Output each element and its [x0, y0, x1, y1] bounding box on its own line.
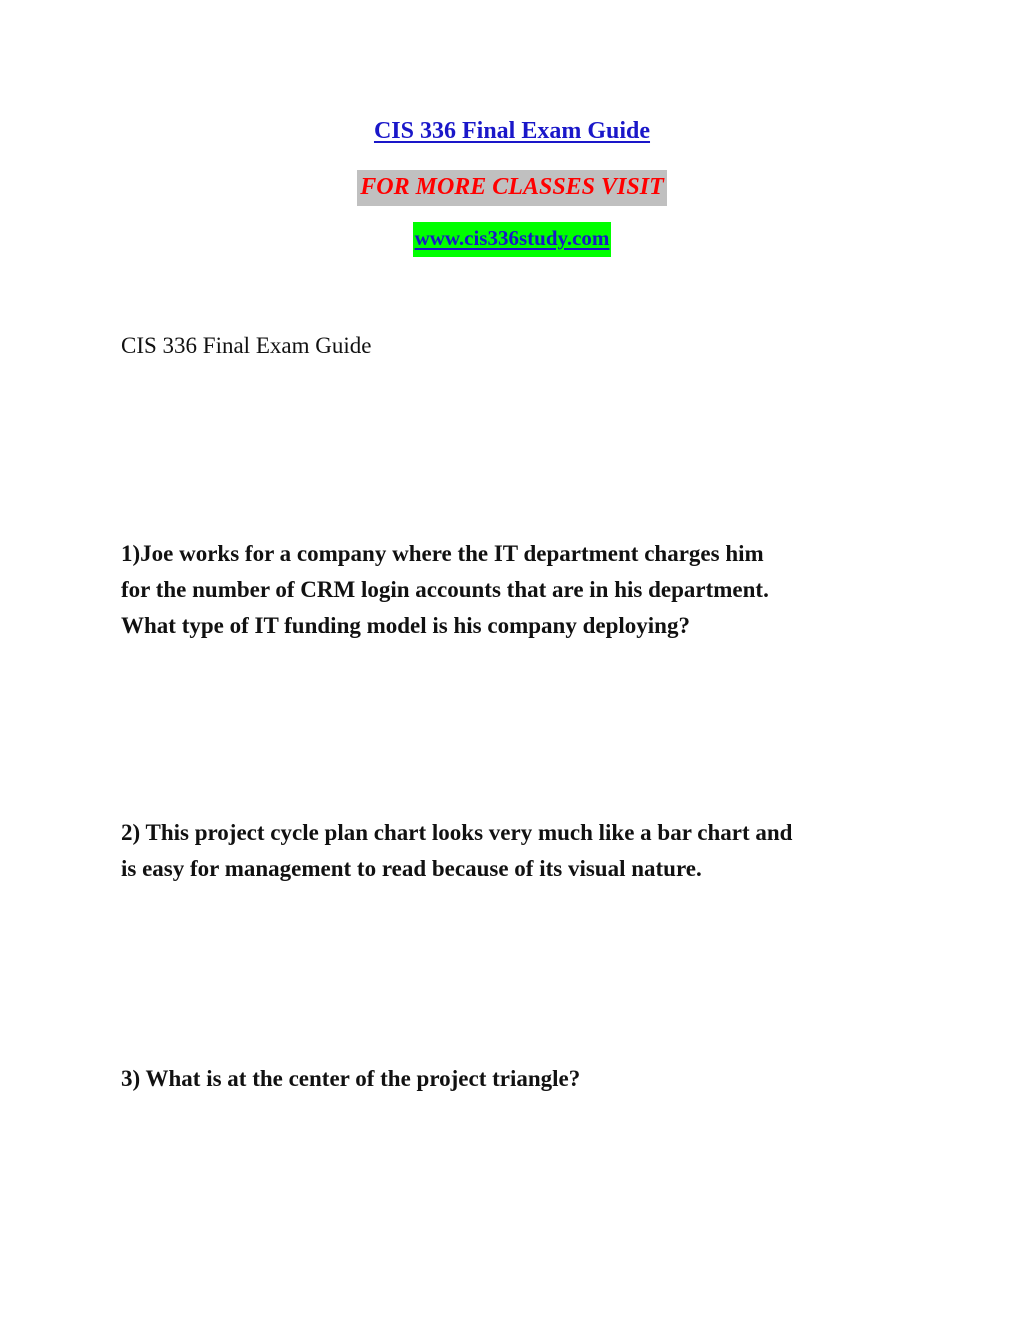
- question-1-line-2: for the number of CRM login accounts that are in his department.: [121, 577, 769, 602]
- website-link[interactable]: www.cis336study.com: [413, 222, 612, 257]
- question-3: [121, 1061, 921, 1097]
- question-1-line-1: 1)Joe works for a company where the IT department charges him: [121, 541, 764, 566]
- question-2-line-2: is easy for management to read because of its visual nature.: [121, 856, 702, 881]
- promo-banner: [0, 170, 1024, 206]
- question-2: [121, 815, 921, 887]
- question-2-line-1: 2) This project cycle plan chart looks very much like a bar chart and: [121, 820, 793, 845]
- title-link[interactable]: CIS 336 Final Exam Guide: [373, 118, 651, 144]
- promo-text: FOR MORE CLASSES VISIT: [357, 170, 666, 206]
- question-1-line-3: What type of IT funding model is his company deploying?: [121, 613, 690, 638]
- document-heading: CIS 336 Final Exam Guide: [121, 333, 372, 358]
- question-3-line-1: 3) What is at the center of the project triangle?: [121, 1066, 581, 1091]
- question-1: [121, 536, 921, 644]
- website-banner: [0, 222, 1024, 257]
